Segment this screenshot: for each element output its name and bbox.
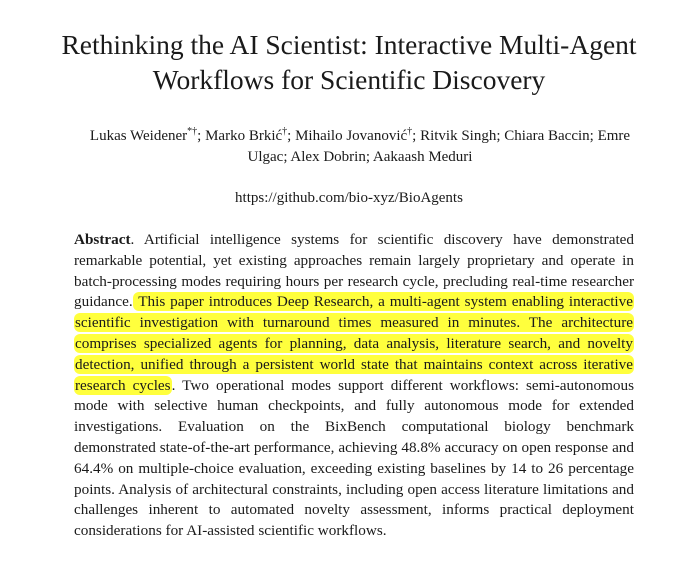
abstract-text-continued: . Two operational modes support different workflows: semi-autonomous mode with selective human checkpoints, and fully autonomous mode for extended investigations. Evaluation on the BixBench computational biology benchmark demonstrated state-of-the-art performance, achieving 48.8% accuracy on open response and 64.4% on multiple-choice evaluation, exceeding existing baselines by 14 to 26 percentage points. Analysis of architectural constraints, including open access literature limitations and challenges inherent to automated novelty assessment, informs practical deployment considerations for AI-assisted scientific workflows. xyxy=(74,376,634,540)
author-name: Emre xyxy=(597,128,631,144)
author-list xyxy=(60,126,660,168)
author-name: Ulgac xyxy=(247,149,284,165)
highlighted-text[interactable]: This paper introduces Deep Research, a multi-agent system enabling interactive scientific investigation with turnaround times measured in minutes. The architecture comprises specialized agents for planning, data analysis, literature search, and novelty detection, unified through a persistent world state that maintains context across iterative research cycles xyxy=(75,293,633,394)
author-affiliation-mark: † xyxy=(282,126,288,137)
paper-title-line-2: Workflows for Scientific Discovery xyxy=(152,64,546,95)
author-name: Chiara Baccin xyxy=(504,128,590,144)
abstract-label: Abstract xyxy=(74,231,131,248)
abstract-text: . Artificial intelligence systems for scientific discovery have demonstrated remarkable potential, yet existing approaches remain largely proprietary and operate in batch-processing modes requiring hours per research cycle, precluding real-time researcher guidance. xyxy=(74,231,634,311)
author-name: Marko Brkić xyxy=(205,128,283,144)
author-name: Lukas Weidener xyxy=(89,128,188,144)
author-affiliation-mark: *† xyxy=(187,126,198,137)
paper-title xyxy=(20,27,678,97)
abstract-paragraph xyxy=(74,230,634,542)
author-name: Mihailo Jovanović xyxy=(295,128,408,144)
author-line-2: Ulgac; Alex Dobrin; Aakaash Meduri xyxy=(247,149,473,165)
author-affiliation-mark: † xyxy=(407,126,413,137)
repository-link[interactable]: https://github.com/bio-xyz/BioAgents xyxy=(235,190,463,206)
author-line-1: Lukas Weidener*†; Marko Brkić†; Mihailo Jovanović†; Ritvik Singh; Chiara Baccin; Emre xyxy=(89,126,631,144)
paper-title-line-1: Rethinking the AI Scientist: Interactive Multi-Agent xyxy=(61,29,637,60)
author-name: Ritvik Singh xyxy=(420,128,497,144)
author-name: Alex Dobrin xyxy=(290,149,366,165)
author-name: Aakaash Meduri xyxy=(372,149,473,165)
